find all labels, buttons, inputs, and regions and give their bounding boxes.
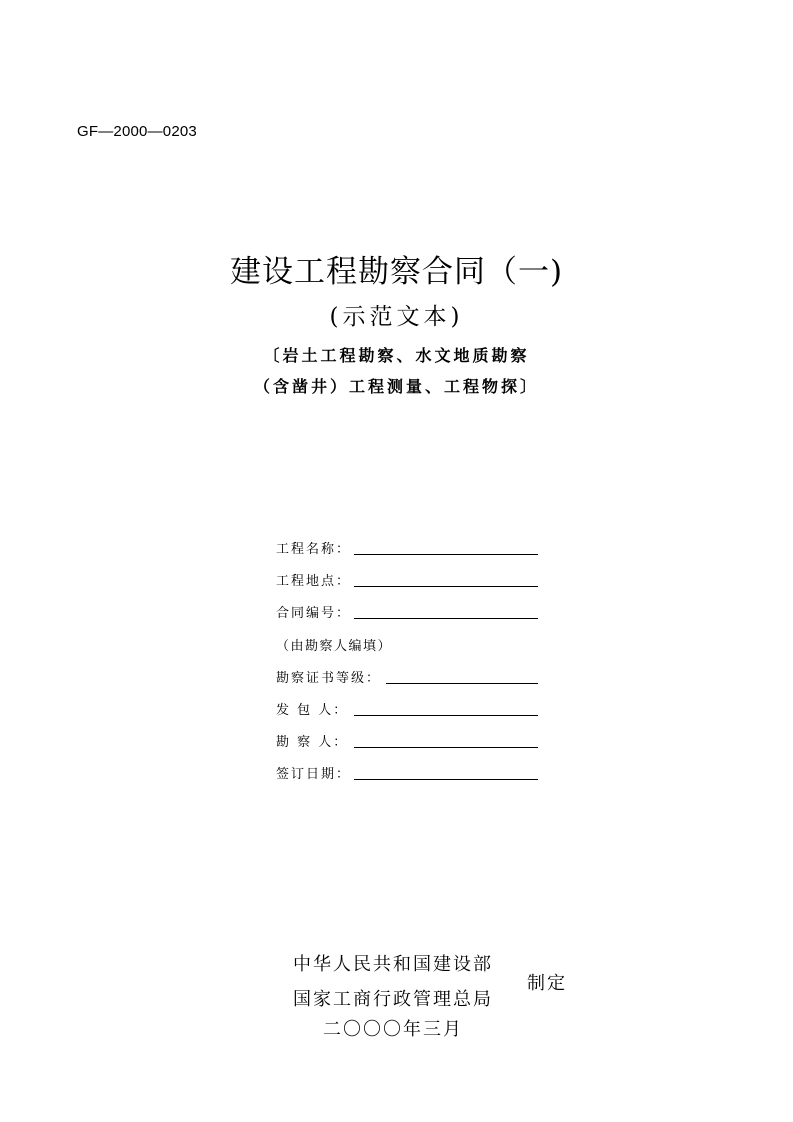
document-title: 建设工程勘察合同（一) xyxy=(229,254,564,290)
scope-line-2: （含凿井）工程测量、工程物探〕 xyxy=(253,377,539,396)
surveyor-field[interactable] xyxy=(354,747,538,748)
issuer-ministry-of-construction: 中华人民共和国建设部 xyxy=(293,954,493,975)
contract-number-field[interactable] xyxy=(354,618,538,619)
project-name-label: 工程名称： xyxy=(276,542,352,557)
contract-number-note: （由勘察人编填） xyxy=(276,639,393,654)
document-subtitle: (示范文本) xyxy=(329,304,464,330)
project-name-field[interactable] xyxy=(354,554,538,555)
certificate-grade-label: 勘察证书等级： xyxy=(276,671,382,686)
issue-date: 二〇〇〇年三月 xyxy=(323,1019,463,1040)
project-location-label: 工程地点： xyxy=(276,574,352,589)
signing-date-label: 签订日期： xyxy=(276,767,352,782)
signing-date-field[interactable] xyxy=(354,779,538,780)
employer-field[interactable] xyxy=(354,715,538,716)
certificate-grade-field[interactable] xyxy=(386,683,538,684)
scope-line-1: 〔岩土工程勘察、水文地质勘察 xyxy=(263,346,530,365)
issuer-saic: 国家工商行政管理总局 xyxy=(293,989,493,1010)
contract-number-label: 合同编号： xyxy=(276,606,352,621)
project-location-field[interactable] xyxy=(354,586,538,587)
employer-label: 发 包 人： xyxy=(276,703,349,718)
document-code: GF—2000—0203 xyxy=(77,123,197,140)
surveyor-label: 勘 察 人： xyxy=(276,735,349,750)
issuer-action: 制定 xyxy=(527,973,567,994)
